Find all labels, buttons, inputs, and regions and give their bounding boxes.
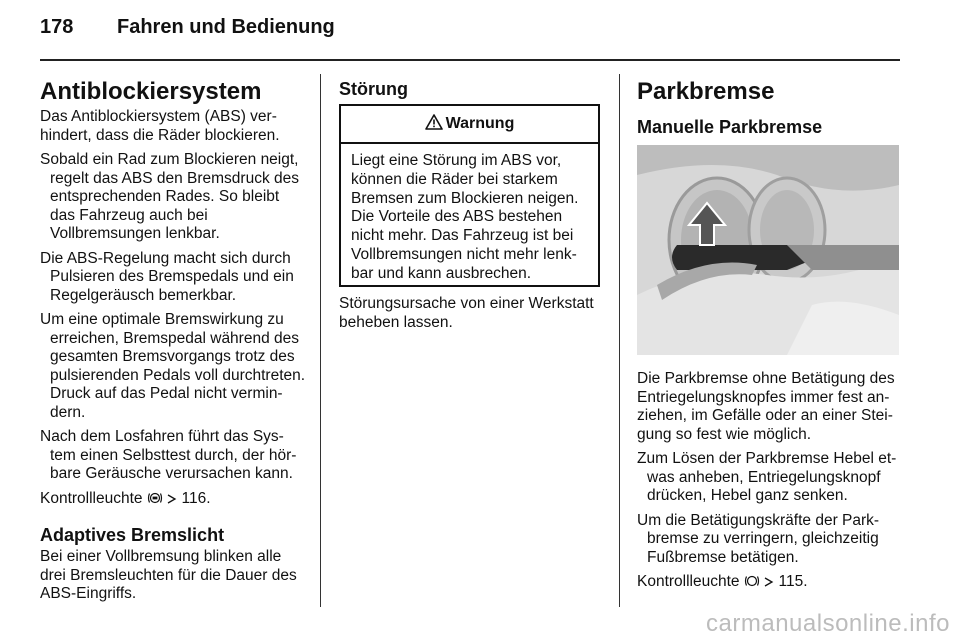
warning-triangle-icon <box>425 114 443 135</box>
warning-box <box>339 104 600 287</box>
warning-title: Warnung <box>445 115 515 132</box>
abs-paragraph-2: Sobald ein Rad zum Blockieren neigt, regelt das ABS den Bremsdruck des entsprechenden Rades. So bleibt das Fahrzeug auch bei Vollbremsungen lenkbar. <box>40 151 299 242</box>
column-divider-right <box>619 74 620 607</box>
brake-warning-light-icon <box>744 574 760 594</box>
kontroll-page-ref-right[interactable]: 115. <box>778 573 808 590</box>
fault-heading: Störung <box>339 79 408 99</box>
middle-column <box>339 78 604 100</box>
abs-paragraph-1: Das Antiblockiersystem (ABS) ver-hindert, dass die Räder blockieren. <box>40 108 280 144</box>
abs-paragraph-4: Um eine optimale Bremswirkung zu erreichen, Bremspedal während des gesamten Bremsvorgangs trotz des pulsierenden Pedals voll durchtreten. Druck auf das Pedal nicht vermin-dern. <box>40 311 306 421</box>
adaptive-brakelight-title: Adaptives Bremslicht <box>40 525 225 545</box>
section-title: Fahren und Bedienung <box>117 16 335 38</box>
antiblock-title: Antiblockiersystem <box>40 78 262 105</box>
page-reference-icon <box>167 492 177 511</box>
parking-brake-kontroll-line <box>637 573 901 594</box>
page-reference-icon-right <box>764 575 774 594</box>
warning-text: Liegt eine Störung im ABS vor, können die Räder bei starkem Bremsen zum Blockieren neigen. Die Vorteile des ABS bestehen nicht mehr. Das Fahrzeug ist bei Vollbremsungen nicht mehr lenk-bar und kann ausbrechen. <box>351 152 579 282</box>
abs-warning-light-icon <box>147 491 163 511</box>
abs-paragraph-3: Die ABS-Regelung macht sich durch Pulsieren des Bremspedals und ein Regelgeräusch bemerkbar. <box>40 249 294 304</box>
column-divider-left <box>320 74 321 607</box>
page-number: 178 <box>40 16 74 38</box>
parking-brake-title: Parkbremse <box>637 78 775 105</box>
watermark: carmanualsonline.info <box>706 610 950 637</box>
left-column <box>40 78 306 610</box>
parking-brake-paragraph-2: Zum Lösen der Parkbremse Hebel et-was anheben, Entriegelungsknopf drücken, Hebel ganz senken. <box>637 450 897 504</box>
kontroll-label: Kontrollleuchte <box>40 489 143 507</box>
warning-header <box>341 106 598 144</box>
adaptive-brakelight-paragraph: Bei einer Vollbremsung blinken alle drei Bremsleuchten für die Dauer des ABS-Eingriffs. <box>40 548 297 602</box>
manual-parking-brake-subtitle: Manuelle Parkbremse <box>637 117 823 137</box>
parking-brake-illustration <box>637 145 899 355</box>
parking-brake-paragraph-1: Die Parkbremse ohne Betätigung des Entriegelungsknopfes immer fest an-ziehen, im Gefälle oder an einer Stei-gung so fest wie möglich. <box>637 370 895 443</box>
abs-paragraph-5: Nach dem Losfahren führt das Sys-tem einen Selbsttest durch, der hör-bare Geräusche verursachen kann. <box>40 428 297 482</box>
kontroll-label-right: Kontrollleuchte <box>637 573 740 590</box>
right-column-lower <box>637 370 901 600</box>
abs-kontroll-line <box>40 490 306 511</box>
header-rule <box>40 59 900 61</box>
middle-column-lower <box>339 295 605 338</box>
right-column <box>637 78 901 138</box>
parking-brake-paragraph-3: Um die Betätigungskräfte der Park-bremse zu verringern, gleichzeitig Fußbremse betätigen. <box>637 511 880 566</box>
fault-paragraph: Störungsursache von einer Werkstatt beheben lassen. <box>339 295 594 331</box>
kontroll-page-ref[interactable]: 116. <box>181 489 211 507</box>
